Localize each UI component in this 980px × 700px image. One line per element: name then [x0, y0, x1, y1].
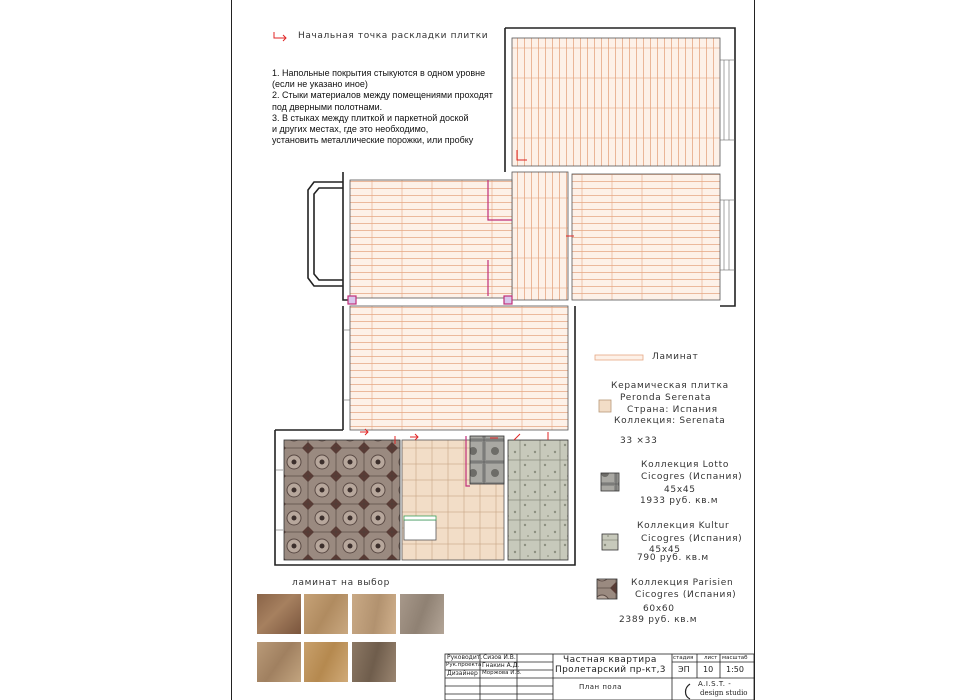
notes	[272, 68, 493, 146]
laminate-sample-3[interactable]	[352, 594, 396, 634]
tb-name-3: Моржова И.В.	[482, 670, 522, 676]
note-line: и других местах, где это необходимо,	[272, 124, 429, 135]
start-point-label: Начальная точка раскладки плитки	[298, 31, 489, 41]
ceramic-country: Страна: Испания	[627, 405, 718, 415]
lotto-swatch	[601, 473, 619, 491]
note-line: (если не указано иное)	[272, 79, 368, 90]
laminate-sample-7[interactable]	[352, 642, 396, 682]
tb-stage: ЭП	[678, 665, 690, 674]
parisien-swatch	[597, 579, 617, 599]
ceramic-swatch	[599, 400, 611, 412]
tb-studio-line1: A.I.S.T. -	[698, 680, 732, 688]
kultur-price: 790 руб. кв.м	[637, 553, 709, 563]
ceramic-size: 33 ×33	[620, 436, 658, 446]
kultur-swatch	[602, 534, 618, 550]
lotto-size: 45х45	[664, 485, 696, 495]
laminate-sample-5[interactable]	[257, 642, 301, 682]
tb-drawing-name: План пола	[579, 683, 622, 691]
kultur-size: 45х45	[649, 545, 681, 555]
ceramic-title: Керамическая плитка	[611, 381, 729, 391]
tb-sheet-header: лист	[704, 655, 718, 661]
tb-stage-header: стадия	[673, 655, 694, 661]
kultur-title: Коллекция Kultur	[637, 521, 730, 531]
note-line: под дверными полотнами.	[272, 101, 383, 112]
laminate-swatch	[595, 355, 643, 360]
parisien-size: 60х60	[643, 604, 675, 614]
tb-scale-header: масштаб	[722, 655, 748, 661]
legend-laminate: Ламинат	[652, 352, 699, 362]
note-line: 3. В стыках между плиткой и паркетной доской	[272, 112, 469, 123]
tb-name-1: Сизов И.В.	[483, 654, 516, 661]
parisien-price: 2389 руб. кв.м	[619, 615, 698, 625]
tb-scale: 1:50	[726, 665, 744, 674]
lotto-price: 1933 руб. кв.м	[640, 496, 719, 506]
ceramic-collection: Коллекция: Serenata	[614, 416, 726, 426]
tb-role-3: Дизайнер	[447, 670, 478, 677]
laminate-sample-4[interactable]	[400, 594, 444, 634]
lotto-maker: Cicogres (Испания)	[641, 472, 743, 482]
parisien-maker: Cicogres (Испания)	[635, 590, 737, 600]
tb-name-2: Гнакин А.Д.	[482, 662, 520, 669]
ceramic-brand: Peronda Serenata	[620, 393, 712, 403]
note-line: 1. Напольные покрытия стыкуются в одном уровне	[272, 68, 486, 78]
lotto-title: Коллекция Lotto	[641, 460, 730, 470]
kultur-maker: Cicogres (Испания)	[641, 534, 743, 544]
parisien-title: Коллекция Parisien	[631, 578, 734, 588]
tb-studio-line2: design studio	[700, 689, 748, 697]
tb-sheet: 10	[703, 665, 714, 674]
laminate-choice-label: ламинат на выбор	[292, 578, 391, 588]
tb-project-line1: Частная квартира	[563, 655, 657, 665]
tb-role-2: Рук.проекта	[446, 662, 482, 668]
laminate-sample-2[interactable]	[304, 594, 348, 634]
tb-role-1: Руководит.	[447, 654, 483, 661]
note-line: 2. Стыки материалов между помещениями проходят	[272, 90, 493, 101]
laminate-sample-1[interactable]	[257, 594, 301, 634]
laminate-sample-6[interactable]	[304, 642, 348, 682]
note-line: установить металлические порожки, или пробку	[272, 135, 474, 146]
studio-logo-mark	[686, 684, 691, 699]
tb-project-line2: Пролетарский пр-кт,3	[555, 665, 666, 675]
